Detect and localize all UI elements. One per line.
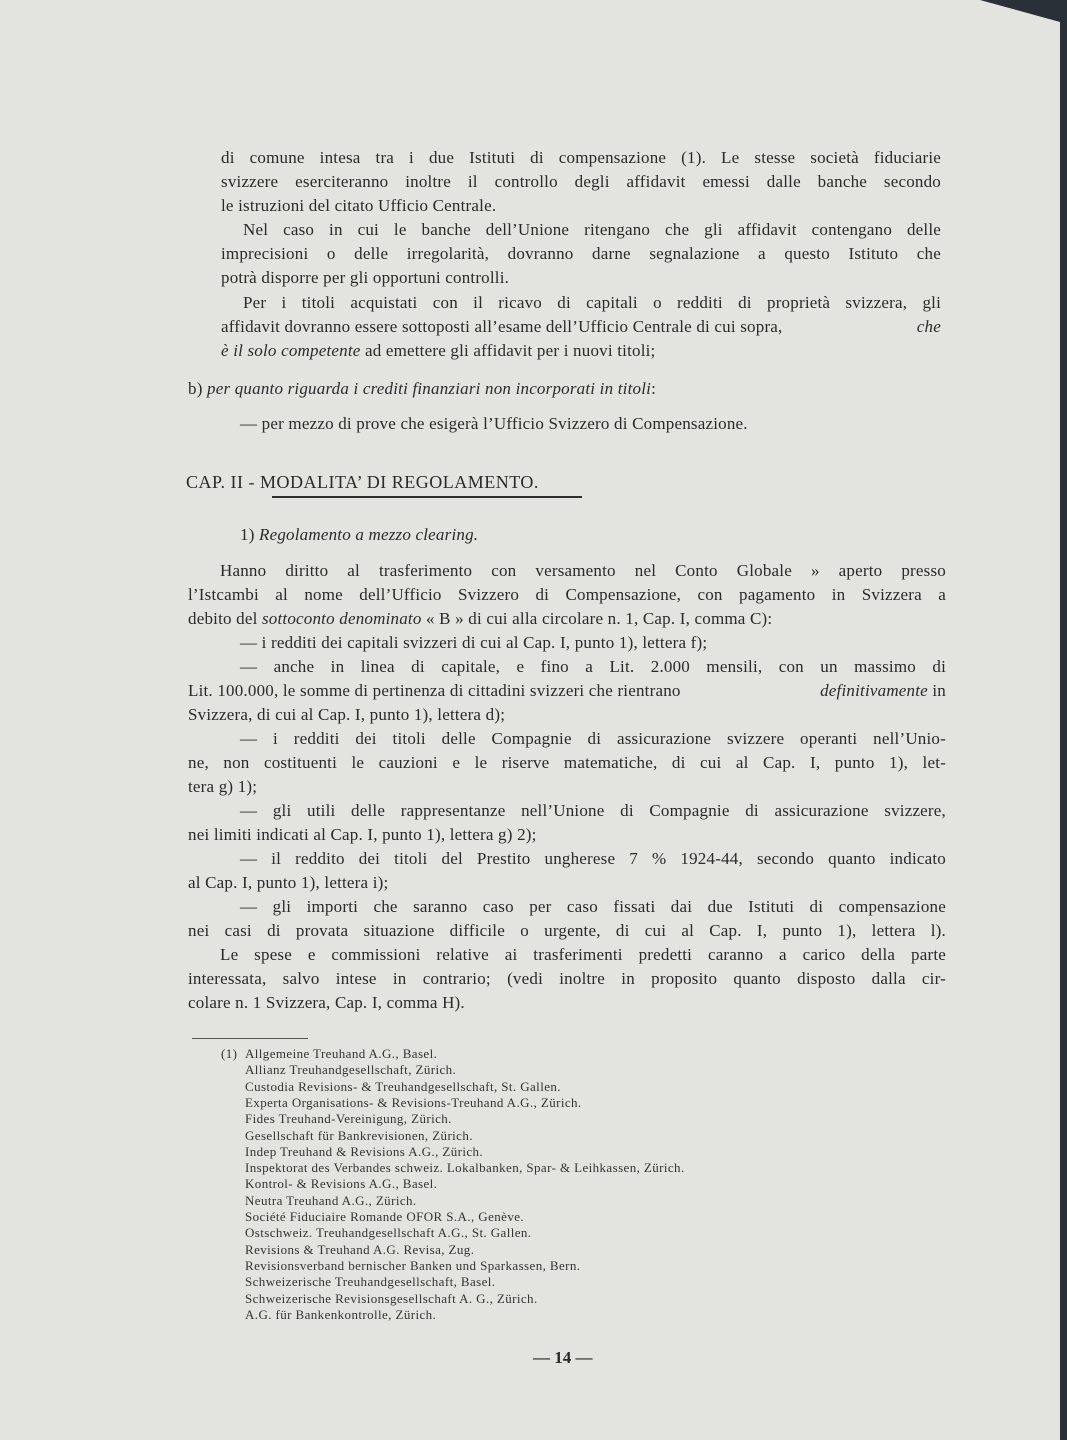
para3-line-3 xyxy=(221,340,655,362)
footnote-entry: Allianz Treuhandgesellschaft, Zürich. xyxy=(245,1062,457,1078)
body-line-8: — i redditi dei titoli delle Compagnie di assicurazione svizzere operanti nell’Unio- xyxy=(240,729,946,748)
section-number: 1) xyxy=(240,525,255,544)
body-line-6 xyxy=(188,680,946,702)
body-line-4: — i redditi dei capitali svizzeri di cui al Cap. I, punto 1), lettera f); xyxy=(240,633,708,652)
para3-line-3-text: ad emettere gli affidavit per i nuovi titoli; xyxy=(364,341,656,360)
body-line-6c: in xyxy=(932,681,946,700)
body-line-2: l’Istcambi al nome dell’Ufficio Svizzero di Compensazione, con pagamento in Svizzera a xyxy=(188,585,946,604)
chapter-heading xyxy=(186,471,539,493)
footnote-entry: A.G. für Bankenkontrolle, Zürich. xyxy=(245,1306,437,1322)
para1-line-3: le istruzioni del citato Ufficio Centrale. xyxy=(221,196,497,215)
footnote-entry: Indep Treuhand & Revisions A.G., Zürich. xyxy=(245,1143,484,1159)
footnote-entry: Fides Treuhand-Vereinigung, Zürich. xyxy=(245,1111,452,1127)
para3-line-1: Per i titoli acquistati con il ricavo di capitali o redditi di proprietà svizzera, gli xyxy=(243,293,941,312)
item-b-colon: : xyxy=(651,379,656,398)
body-line-6a: Lit. 100.000, le somme di pertinenza di cittadini svizzeri che rientrano xyxy=(188,681,681,700)
para1-line-1: di comune intesa tra i due Istituti di compensazione (1). Le stesse società fiduciarie xyxy=(221,148,941,167)
body-line-3-italic: sottoconto denominato xyxy=(261,609,422,628)
footnote-entry: Schweizerische Treuhandgesellschaft, Basel. xyxy=(245,1274,496,1290)
body-line-18: interessata, salvo intese in contrario; (vedi inoltre in proposito quanto disposto dalla cir- xyxy=(188,969,946,988)
body-line-5: — anche in linea di capitale, e fino a Lit. 2.000 mensili, con un massimo di xyxy=(240,657,946,676)
para2-line-3: potrà disporre per gli opportuni controlli. xyxy=(221,268,510,287)
footnote-entry: Kontrol- & Revisions A.G., Basel. xyxy=(245,1176,438,1192)
footnote-entry: Custodia Revisions- & Treuhandgesellschaft, St. Gallen. xyxy=(245,1078,561,1094)
body-line-15: — gli importi che saranno caso per caso fissati dai due Istituti di compensazione xyxy=(240,897,946,916)
section-heading xyxy=(240,524,478,546)
para3-line-2 xyxy=(221,316,941,338)
body-line-10: tera g) 1); xyxy=(188,777,258,796)
para3-line-2-italic: che xyxy=(916,317,941,336)
footnote-entry: Revisionsverband bernischer Banken und Sparkassen, Bern. xyxy=(245,1257,581,1273)
item-b-heading xyxy=(188,378,656,400)
para1-line-2: svizzere eserciteranno inoltre il controllo degli affidavit emessi dalle banche secondo xyxy=(221,172,941,191)
para3-italic-phrase: è il solo competente xyxy=(221,341,361,360)
body-line-13: — il reddito dei titoli del Prestito ungherese 7 % 1924-44, secondo quanto indicato xyxy=(240,849,946,868)
para2-line-2: imprecisioni o delle irregolarità, dovranno darne segnalazione a questo Istituto che xyxy=(221,244,941,263)
body-line-6-italic: definitivamente xyxy=(820,681,928,700)
chapter-number: CAP. II - xyxy=(186,472,256,492)
item-b-letter: b) xyxy=(188,379,203,398)
footnote-entry: Gesellschaft für Bankrevisionen, Zürich. xyxy=(245,1127,473,1143)
para2-line-1: Nel caso in cui le banche dell’Unione ritengano che gli affidavit contengano delle xyxy=(243,220,941,239)
footnote-entry: Allgemeine Treuhand A.G., Basel. xyxy=(245,1046,438,1061)
body-line-3 xyxy=(188,608,772,630)
body-line-7: Svizzera, di cui al Cap. I, punto 1), lettera d); xyxy=(188,705,506,724)
footnote-entry: Inspektorat des Verbandes schweiz. Lokalbanken, Spar- & Leihkassen, Zürich. xyxy=(245,1160,685,1176)
footnote-entry: Société Fiduciaire Romande OFOR S.A., Genève. xyxy=(245,1209,525,1224)
footnote-entry: Experta Organisations- & Revisions-Treuhand A.G., Zürich. xyxy=(245,1094,582,1110)
item-b-dash-line: — per mezzo di prove che esigerà l’Ufficio Svizzero di Compensazione. xyxy=(240,414,748,433)
body-line-17: Le spese e commissioni relative ai trasferimenti predetti caranno a carico della parte xyxy=(220,945,946,964)
chapter-underline xyxy=(272,496,582,498)
footnote-entry: Revisions & Treuhand A.G. Revisa, Zug. xyxy=(245,1241,475,1257)
body-line-1: Hanno diritto al trasferimento con versamento nel Conto Globale » aperto presso xyxy=(220,561,946,580)
body-line-3a: debito del xyxy=(188,609,258,628)
footnote-rule xyxy=(192,1038,308,1039)
footnote-marker: (1) xyxy=(221,1046,238,1061)
body-line-12: nei limiti indicati al Cap. I, punto 1), lettera g) 2); xyxy=(188,825,537,844)
page-corner-shadow xyxy=(980,0,1060,22)
body-line-19: colare n. 1 Svizzera, Cap. I, comma H). xyxy=(188,993,465,1012)
body-line-16: nei casi di provata situazione difficile o urgente, di cui al Cap. I, punto 1), lettera l). xyxy=(188,921,946,940)
body-line-11: — gli utili delle rappresentanze nell’Unione di Compagnie di assicurazione svizzere, xyxy=(240,801,946,820)
footnote-entry: Neutra Treuhand A.G., Zürich. xyxy=(245,1192,417,1208)
item-b-italic: per quanto riguarda i crediti finanziari non incorporati in titoli xyxy=(207,379,652,398)
footnote-entry: Ostschweiz. Treuhandgesellschaft A.G., St. Gallen. xyxy=(245,1225,532,1241)
section-title: Regolamento a mezzo clearing. xyxy=(259,525,479,544)
body-line-9: ne, non costituenti le cauzioni e le riserve matematiche, di cui al Cap. I, punto 1), let- xyxy=(188,753,946,772)
body-line-3c: « B » di cui alla circolare n. 1, Cap. I, comma C): xyxy=(425,609,773,628)
body-line-14: al Cap. I, punto 1), lettera i); xyxy=(188,873,389,892)
footnote-entry: Schweizerische Revisionsgesellschaft A. G., Zürich. xyxy=(245,1290,538,1306)
chapter-title: MODALITA’ DI REGOLAMENTO. xyxy=(260,472,539,492)
para3-line-2-text: affidavit dovranno essere sottoposti all’esame dell’Ufficio Centrale di cui sopra, xyxy=(221,317,783,336)
page-number: — 14 — xyxy=(533,1348,593,1367)
